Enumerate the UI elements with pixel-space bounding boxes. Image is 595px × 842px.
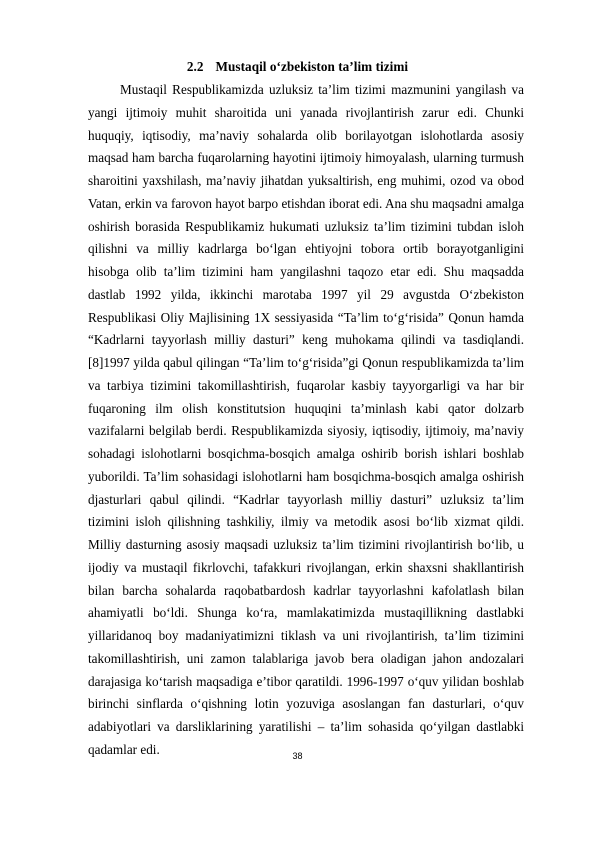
body-paragraph: Mustaqil Respublikamizda uzluksiz ta’lim tizimi mazmunini yangilash va yangi ijtimoiy muhit sharoitida uni yanada rivojlantirish zarur edi. Chunki huquqiy, iqtisodiy, ma’naviy sohalarda olib borilayotgan islohotlarda asosiy maqsad ham barcha fuqarolarning hayotini ijtimoiy himoyalash, ularning turmush sharoitini yaxshilash, ma’naviy jihatdan yuksaltirish, eng muhimi, ozod va obod Vatan, erkin va farovon hayot barpo etishdan iborat edi. Ana shu maqsadni amalga oshirish borasida Respublikamiz hukumati uzluksiz ta’lim tizimini tubdan isloh qilishni va milliy kadrlarga bo‘lgan ehtiyojni tobora ortib borayotganligini hisobga olib ta’lim tizimini ham yangilashni taqozo etar edi. Shu maqsadda dastlab 1992 yilda, ikkinchi marotaba 1997 yil 29 avgustda O‘zbekiston Respublikasi Oliy Majlisining 1X sessiyasida “Ta’lim to‘g‘risida” Qonun hamda “Kadrlarni tayyorlash milliy dasturi” keng muhokama qilindi va tasdiqlandi. [8]1997 yilda qabul qilingan “Ta’lim to‘g‘risida”gi Qonun respublikamizda ta’lim va tarbiya tizimini takomillashtirish, fuqarolar kasbiy tayyorgarligi va har bir fuqaroning ilm olish konstitutsion huquqini ta’minlash kabi qator dolzarb vazifalarni belgilab berdi. Respublikamizda siyosiy, iqtisodiy, ijtimoiy, ma’naviy sohadagi islohotlarni bosqichma-bosqich amalga oshirib borish ishlari boshlab yuborildi. Ta’lim sohasidagi islohotlarni ham bosqichma-bosqich amalga oshirish djasturlari qabul qilindi. “Kadrlar tayyorlash milliy dasturi” uzluksiz ta’lim tizimini isloh qilishning tashkiliy, ilmiy va metodik asosi bo‘lib xizmat qildi. Milliy dasturning asosiy maqsadi uzluksiz ta’lim tizimini rivojlantirish bo‘lib, u ijodiy va mustaqil fikrlovchi, tafakkuri rivojlangan, erkin shaxsni shakllantirish bilan barcha sohalarda raqobatbardosh kadrlar tayyorlashni kafolatlash bilan ahamiyatli bo‘ldi. Shunga ko‘ra, mamlakatimizda mustaqillikning dastlabki yillaridanoq boy madaniyatimizni tiklash va uni rivojlantirish, ta’lim tizimini takomillashtirish, uni zamon talablariga javob bera oladigan jahon andozalari darajasiga ko‘tarish maqsadiga e’tibor qaratildi. 1996-1997 o‘quv yilidan boshlab birinchi sinflarda o‘qishning lotin yozuviga asoslangan fan dasturlari, o‘quv adabiyotlari va darsliklarining yaratilishi – ta’lim sohasida qo‘yilgan dastlabki qadamlar edi. [88, 82, 524, 757]
section-heading [0, 58, 595, 76]
page-number: 38 [292, 751, 303, 761]
section-number: 2.2 [186, 59, 204, 74]
section-title: Mustaqil o‘zbekiston ta’lim tizimi [215, 59, 409, 74]
